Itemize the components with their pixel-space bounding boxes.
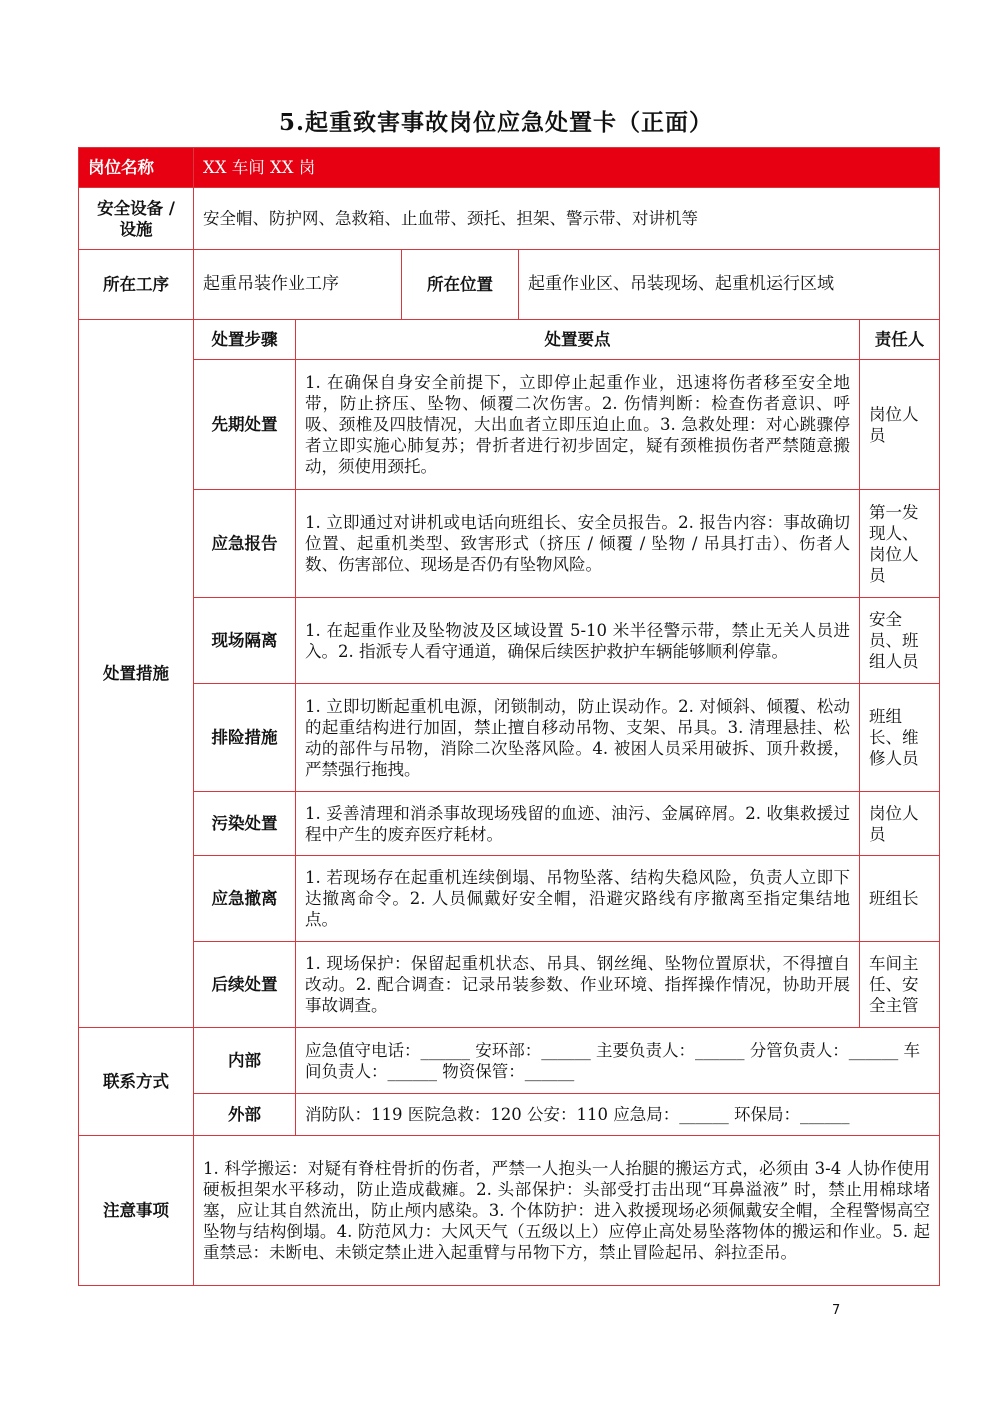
measure-row: [79, 360, 940, 490]
measure-step: 应急撤离: [194, 856, 296, 942]
measure-points: 1. 立即切断起重机电源，闭锁制动，防止误动作。2. 对倾斜、倾覆、松动的起重结构进行加固，禁止擅自移动吊物、支架、吊具。3. 清理悬挂、松动的部件与吊物，消除二次坠落风险。4. 被困人员采用破拆、顶升救援，严禁强行拖拽。: [296, 684, 860, 792]
equipment-label: 安全设备 / 设施: [79, 188, 194, 250]
contacts-label: 联系方式: [79, 1028, 194, 1136]
page-number: 7: [832, 1303, 841, 1318]
process-value: 起重吊装作业工序: [194, 250, 402, 320]
position-row: [79, 148, 940, 188]
notes-label: 注意事项: [79, 1136, 194, 1286]
measure-step: 污染处置: [194, 792, 296, 856]
header-person: 责任人: [860, 320, 940, 360]
measure-step: 后续处置: [194, 942, 296, 1028]
page-title: 5.起重致害事故岗位应急处置卡（正面）: [278, 109, 713, 136]
position-label: 岗位名称: [79, 148, 194, 188]
measure-points: 1. 妥善清理和消杀事故现场残留的血迹、油污、金属碎屑。2. 收集救援过程中产生的废弃医疗耗材。: [296, 792, 860, 856]
contacts-internal-row: [79, 1028, 940, 1094]
measure-person: 岗位人员: [860, 792, 940, 856]
equipment-row: [79, 188, 940, 250]
measure-row: [79, 792, 940, 856]
measure-points: 1. 在确保自身安全前提下，立即停止起重作业，迅速将伤者移至安全地带，防止挤压、坠物、倾覆二次伤害。2. 伤情判断：检查伤者意识、呼吸、颈椎及四肢情况，大出血者立即压迫止血。3. 急救处理：对心跳骤停者立即实施心肺复苏；骨折者进行初步固定，疑有颈椎损伤者严禁随意搬动，须使用颈托。: [296, 360, 860, 490]
emergency-card-table: [78, 147, 940, 1286]
location-value: 起重作业区、吊装现场、起重机运行区域: [519, 250, 940, 320]
measure-person: 第一发现人、岗位人员: [860, 490, 940, 598]
measure-row: [79, 942, 940, 1028]
measures-header-row: [79, 320, 940, 360]
header-step: 处置步骤: [194, 320, 296, 360]
measure-person: 班组长、维修人员: [860, 684, 940, 792]
measure-person: 安全员、班组人员: [860, 598, 940, 684]
notes-text: 1. 科学搬运：对疑有脊柱骨折的伤者，严禁一人抱头一人抬腿的搬运方式，必须由 3-4 人协作使用硬板担架水平移动，防止造成截瘫。2. 头部保护：头部受打击出现“耳鼻溢液” 时，禁止用棉球堵塞，应让其自然流出，防止颅内感染。3. 个体防护：进入救援现场必须佩戴安全帽，全程警惕高空坠物与结构倒塌。4. 防范风力：大风天气（五级以上）应停止高处易坠落物体的搬运和作业。5. 起重禁忌：未断电、未锁定禁止进入起重臂与吊物下方，禁止冒险起吊、斜拉歪吊。: [194, 1136, 940, 1286]
measure-row: [79, 684, 940, 792]
measure-person: 车间主任、安全主管: [860, 942, 940, 1028]
process-label: 所在工序: [79, 250, 194, 320]
header-points: 处置要点: [296, 320, 860, 360]
measure-step: 先期处置: [194, 360, 296, 490]
contacts-external-value: 消防队：119 医院急救：120 公安：110 应急局：______ 环保局：______: [296, 1094, 940, 1136]
location-label: 所在位置: [402, 250, 519, 320]
position-value: XX 车间 XX 岗: [194, 148, 940, 188]
process-row: [79, 250, 940, 320]
measure-points: 1. 立即通过对讲机或电话向班组长、安全员报告。2. 报告内容：事故确切位置、起重机类型、致害形式（挤压 / 倾覆 / 坠物 / 吊具打击）、伤者人数、伤害部位、现场是否仍有坠物风险。: [296, 490, 860, 598]
equipment-value: 安全帽、防护网、急救箱、止血带、颈托、担架、警示带、对讲机等: [194, 188, 940, 250]
measure-person: 岗位人员: [860, 360, 940, 490]
contacts-external-row: [79, 1094, 940, 1136]
measure-row: [79, 598, 940, 684]
measure-points: 1. 若现场存在起重机连续倒塌、吊物坠落、结构失稳风险，负责人立即下达撤离命令。2. 人员佩戴好安全帽，沿避灾路线有序撤离至指定集结地点。: [296, 856, 860, 942]
measure-step: 现场隔离: [194, 598, 296, 684]
measure-row: [79, 856, 940, 942]
contacts-internal-value: 应急值守电话：______ 安环部：______ 主要负责人：______ 分管负责人：______ 车间负责人：______ 物资保管：______: [296, 1028, 940, 1094]
measure-row: [79, 490, 940, 598]
measures-label: 处置措施: [79, 320, 194, 1028]
contacts-internal-label: 内部: [194, 1028, 296, 1094]
measure-person: 班组长: [860, 856, 940, 942]
measure-points: 1. 现场保护：保留起重机状态、吊具、钢丝绳、坠物位置原状，不得擅自改动。2. 配合调查：记录吊装参数、作业环境、指挥操作情况，协助开展事故调查。: [296, 942, 860, 1028]
measure-step: 应急报告: [194, 490, 296, 598]
measure-points: 1. 在起重作业及坠物波及区域设置 5-10 米半径警示带，禁止无关人员进入。2. 指派专人看守通道，确保后续医护救护车辆能够顺利停靠。: [296, 598, 860, 684]
contacts-external-label: 外部: [194, 1094, 296, 1136]
measure-step: 排险措施: [194, 684, 296, 792]
notes-row: [79, 1136, 940, 1286]
